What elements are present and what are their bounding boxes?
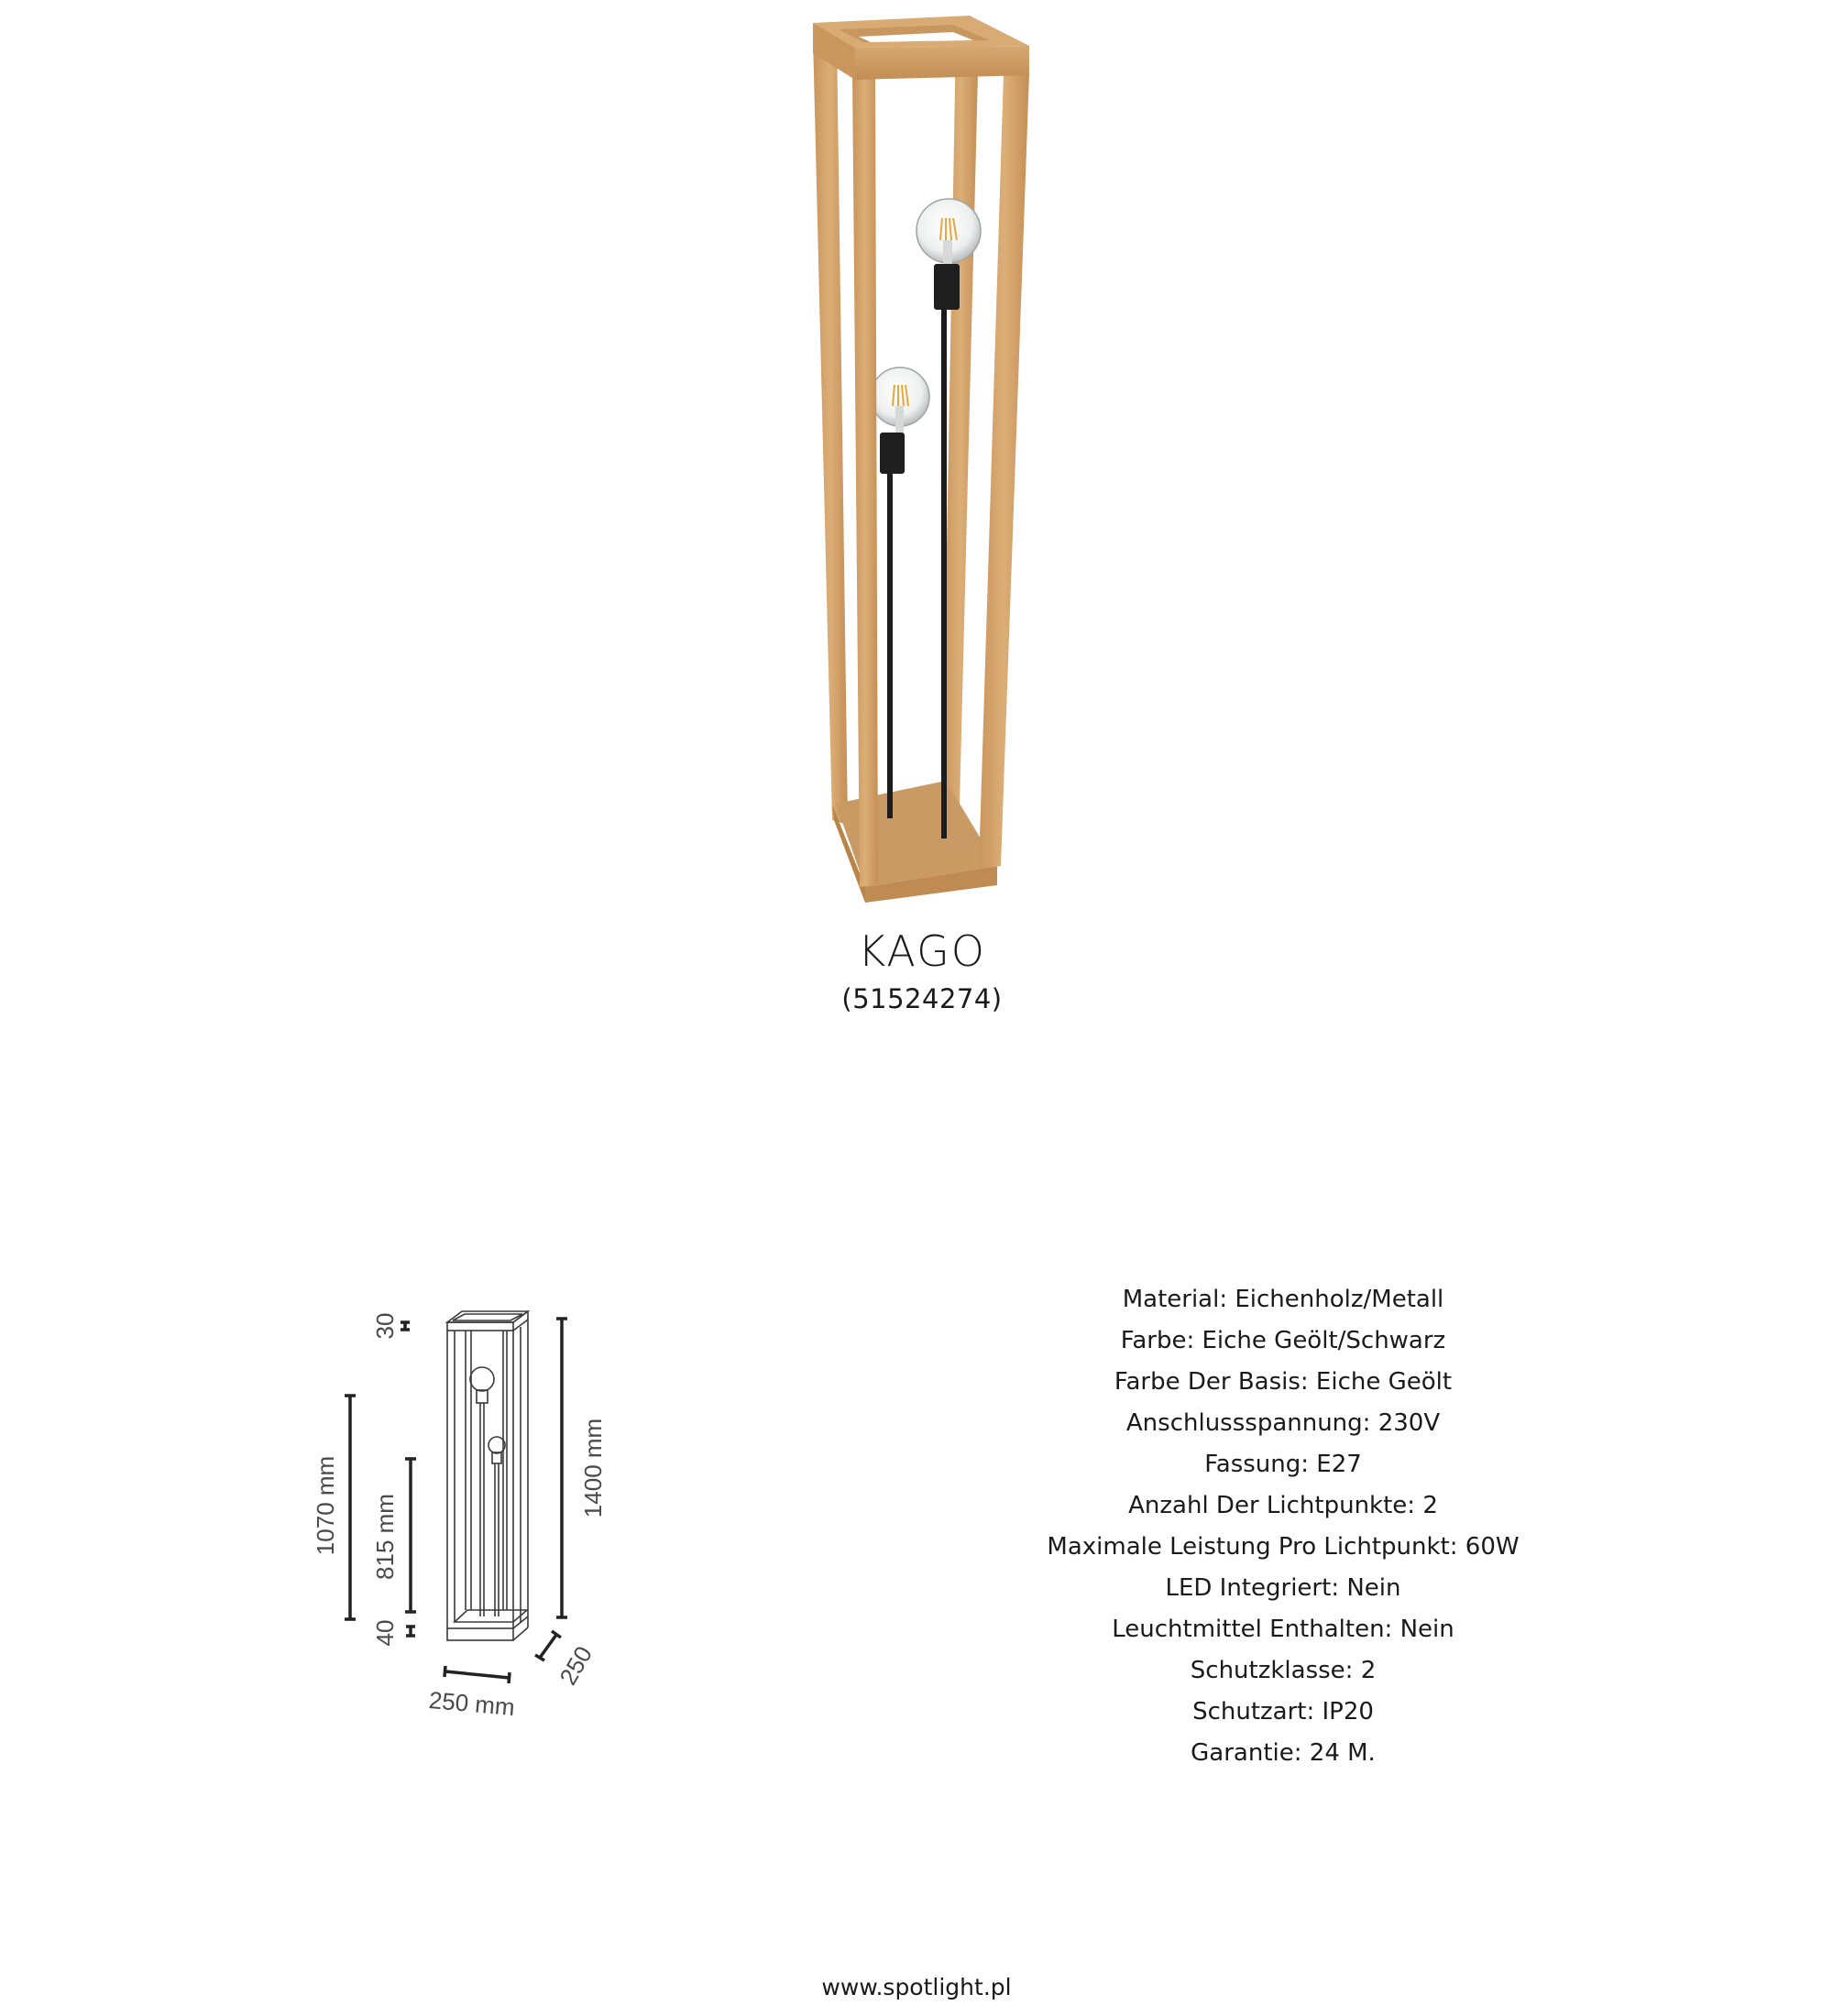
product-name: KAGO — [858, 926, 986, 976]
spec-bulbs-included: Leuchtmittel Enthalten: Nein — [1112, 1616, 1454, 1643]
dim-label-40: 40 — [371, 1619, 399, 1647]
spec-protection-class: Schutzklasse: 2 — [1190, 1657, 1377, 1684]
dim-label-1400: 1400 mm — [579, 1418, 607, 1518]
website-link[interactable]: www.spotlight.pl — [821, 1974, 1012, 2000]
spec-material: Material: Eichenholz/Metall — [1122, 1286, 1444, 1313]
leg-front-right — [979, 73, 1029, 869]
leg-back-left — [813, 37, 848, 825]
dim-label-1070: 1070 mm — [312, 1455, 339, 1556]
bulb-lower — [871, 367, 929, 433]
dim-label-width: 250 mm — [427, 1685, 516, 1722]
dim-line-depth — [540, 1635, 556, 1658]
dim-label-depth: 250 — [554, 1641, 598, 1690]
leg-back-right — [942, 37, 979, 806]
dimension-diagram — [275, 1283, 642, 1741]
product-photo — [0, 0, 1833, 916]
bulb-upper — [916, 199, 981, 264]
spec-led-integrated: LED Integriert: Nein — [1165, 1574, 1401, 1602]
dim-label-815: 815 mm — [371, 1494, 399, 1580]
rod-lower — [887, 467, 893, 818]
dim-line-width — [445, 1671, 510, 1678]
rod-upper — [941, 307, 947, 838]
spec-warranty: Garantie: 24 M. — [1191, 1739, 1376, 1767]
socket-upper — [934, 264, 960, 310]
dim-label-30: 30 — [371, 1312, 399, 1340]
spec-base-color: Farbe Der Basis: Eiche Geölt — [1114, 1368, 1453, 1396]
spec-socket: Fassung: E27 — [1204, 1451, 1362, 1478]
leg-front-left — [852, 73, 878, 887]
spec-light-points: Anzahl Der Lichtpunkte: 2 — [1128, 1492, 1438, 1519]
spec-voltage: Anschlussspannung: 230V — [1125, 1409, 1441, 1437]
spec-color: Farbe: Eiche Geölt/Schwarz — [1120, 1327, 1446, 1354]
lamp-frame — [813, 16, 1029, 903]
spec-ip-rating: Schutzart: IP20 — [1192, 1698, 1374, 1726]
top-frame-front — [855, 46, 1029, 80]
socket-lower — [880, 433, 905, 474]
lamp-outline — [447, 1311, 528, 1640]
product-code: (51524274) — [841, 983, 1003, 1014]
spec-max-power: Maximale Leistung Pro Lichtpunkt: 60W — [1047, 1533, 1520, 1561]
spec-list — [1008, 1279, 1558, 1774]
